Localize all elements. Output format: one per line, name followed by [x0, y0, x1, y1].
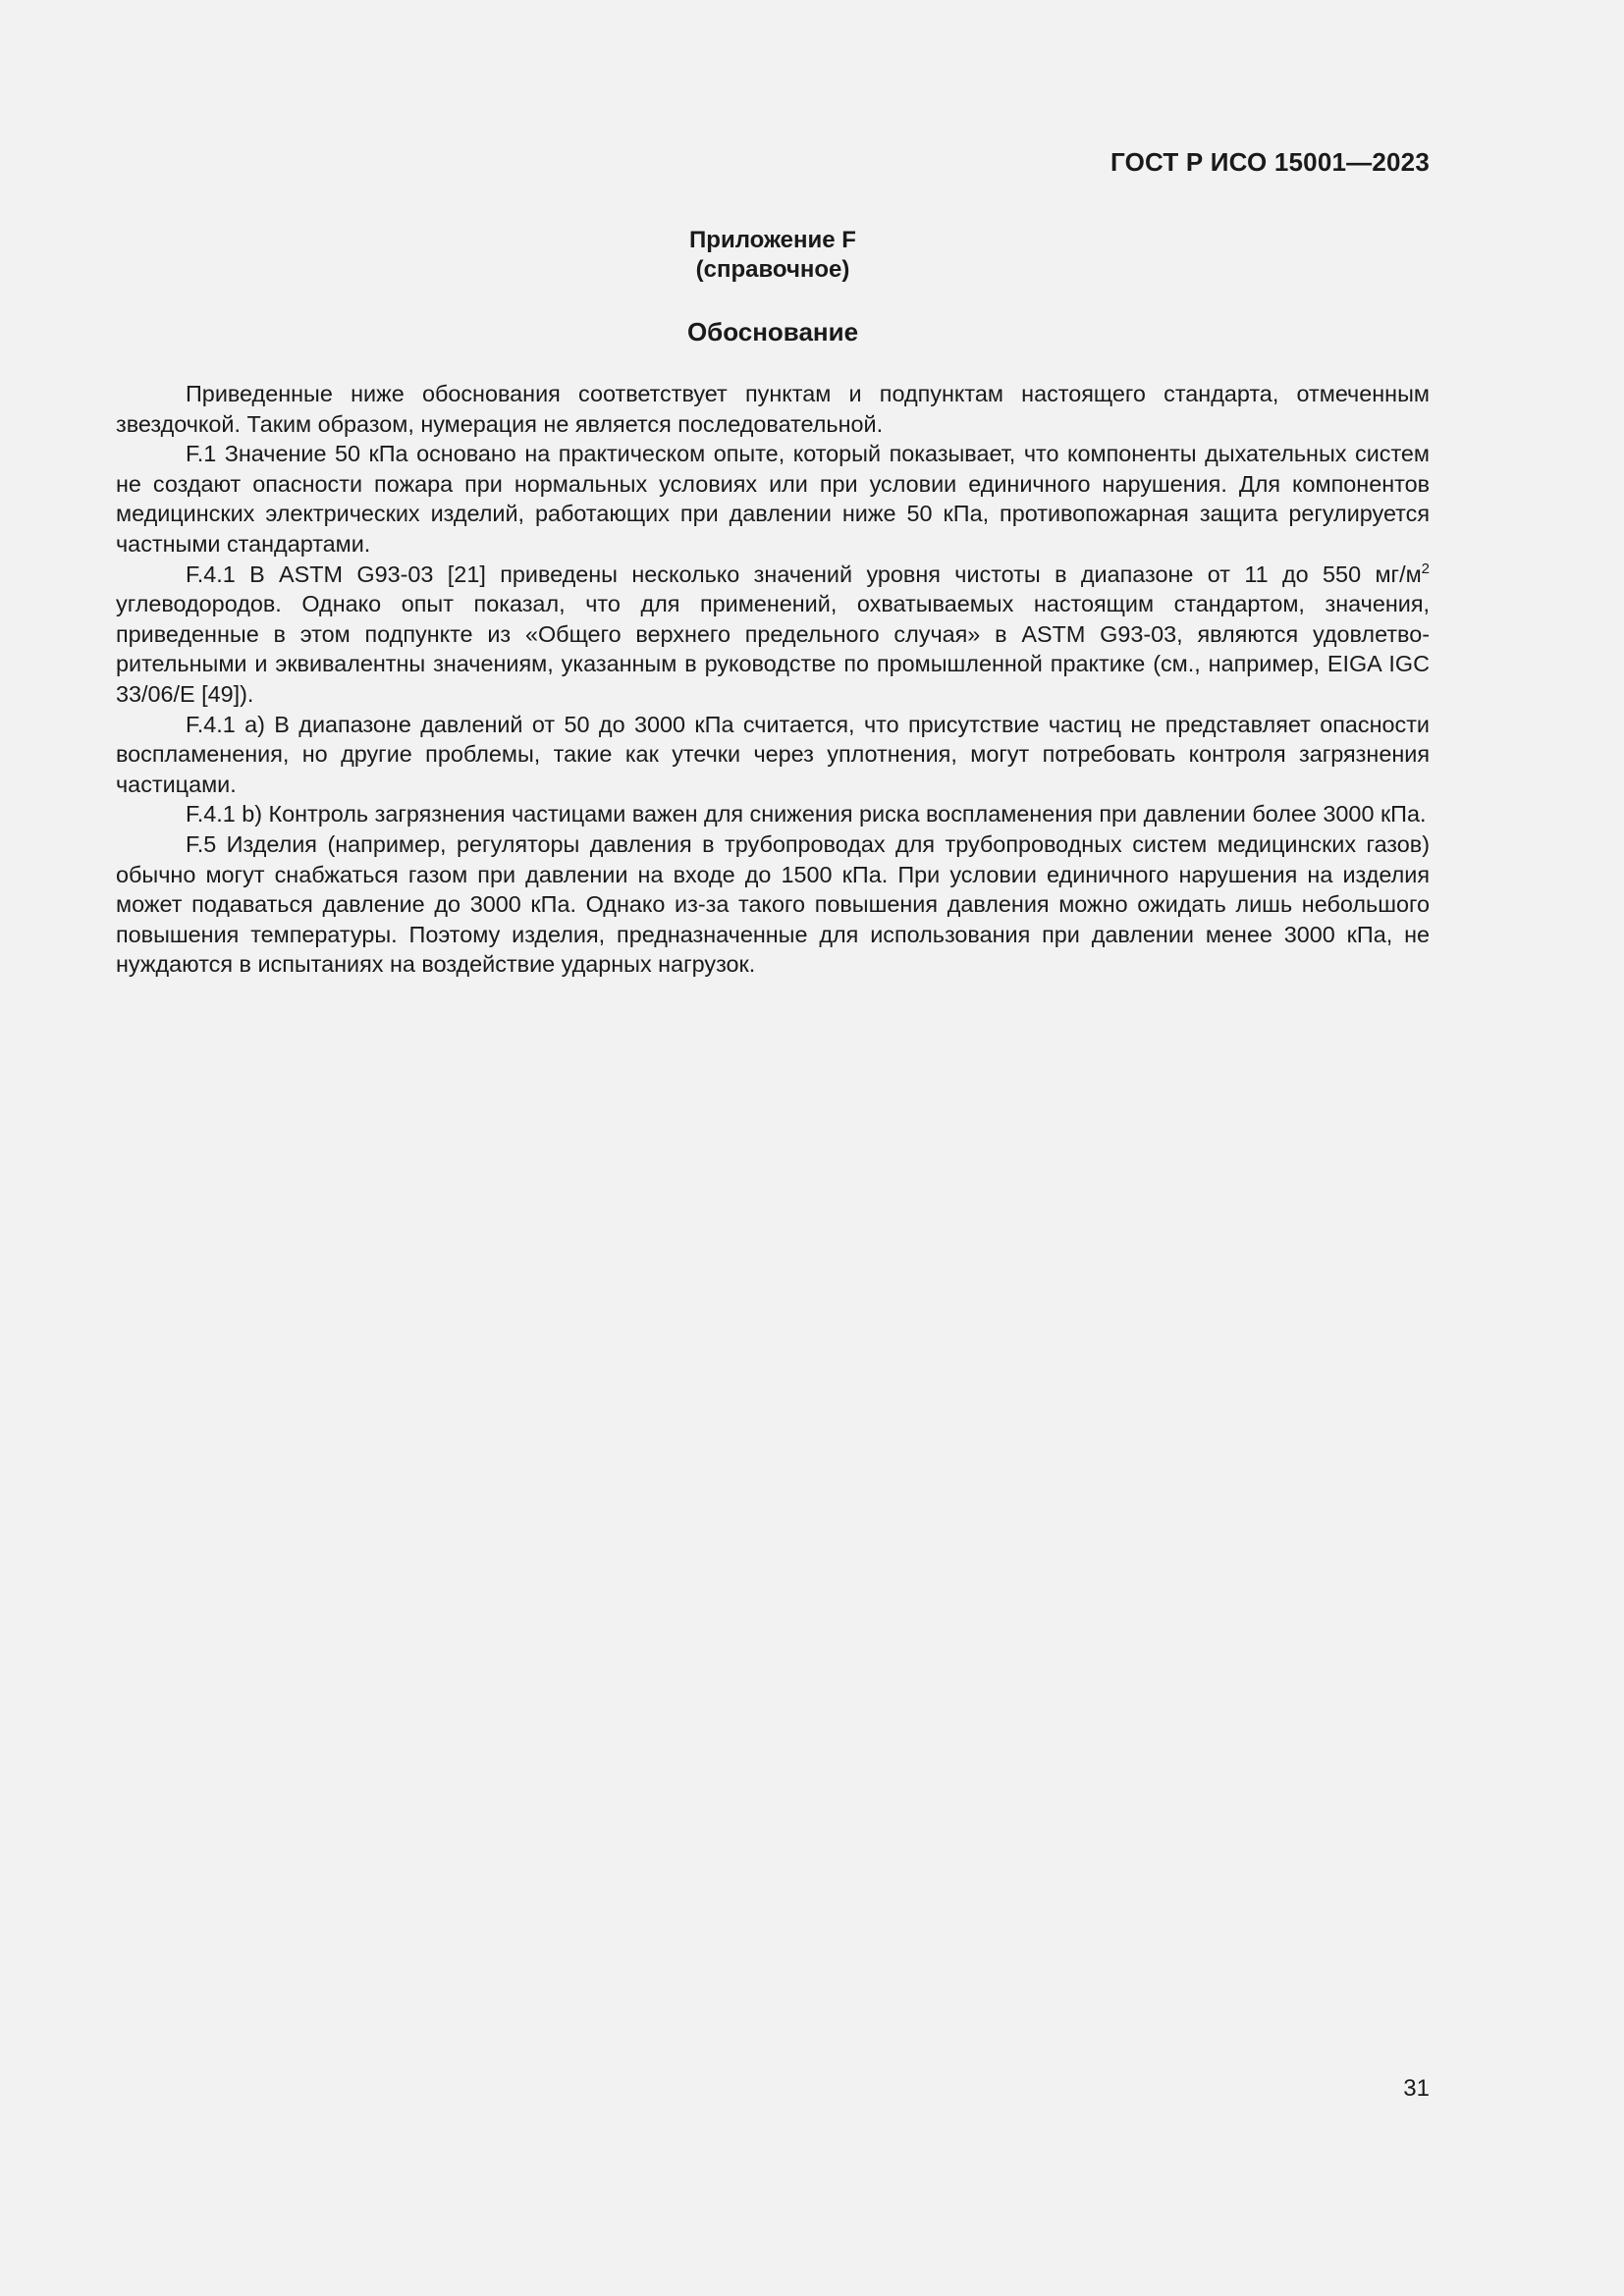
paragraph-f1: F.1 Значение 50 кПа основано на практическом опыте, который показывает, что компоненты дыхательных систем не создают опасности пожара при нормальных условиях или при условии единичного нарушения. Для компонентов медицинских электрических изделий, работающих при давлении ниже 50 кПа, противопожарная защита регулируется частными стандартами.	[116, 441, 1430, 557]
paragraph-f4-1-start: F.4.1 В ASTM G93-03 [21] приведены несколько значений уровня чистоты в диапазоне от 11 до 550 мг/м	[186, 561, 1422, 587]
paragraph-f4-1-a: F.4.1 a) В диапазоне давлений от 50 до 3000 кПа считается, что присутствие частиц не представляет опасности воспламенения, но другие проблемы, такие как утечки через уплотнения, могут потребовать контроля загрязнения частицами.	[116, 711, 1430, 797]
paragraph-f4-1-b: F.4.1 b) Контроль загрязнения частицами важен для снижения риска воспламенения при давлении более 3000 кПа.	[186, 801, 1427, 828]
superscript: 2	[1421, 560, 1430, 577]
appendix-title: Приложение F	[689, 227, 856, 253]
document-code: ГОСТ Р ИСО 15001—2023	[1110, 147, 1430, 177]
section-title: Обоснование	[686, 317, 859, 347]
paragraph-f4-1-end: углеводородов. Однако опыт показал, что для применений, охватываемых настоящим стандартом, значения, приведенные в этом подпункте из «Общего верхнего предельного случая» в ASTM G93-03, являются удовлетворительными и эквивалентны значениям, указанным в руководстве по промышленной практике (см., например, EIGA IGC 33/06/E [49]).	[116, 591, 1430, 707]
page-number: 31	[1403, 2075, 1430, 2102]
paragraph-f5: F.5 Изделия (например, регуляторы давления в трубопроводах для трубопроводных систем медицинских газов) обычно могут снабжаться газом при давлении на входе до 1500 кПа. При условии единичного нарушения на изделия может подаваться давление до 3000 кПа. Однако из-за такого повышения давления можно ожидать лишь небольшого повышения температуры. Поэтому изделия, предназначенные для использования при давлении менее 3000 кПа, не нуждаются в испытаниях на воздействие ударных нагрузок.	[116, 830, 1430, 978]
appendix-heading	[0, 226, 1545, 285]
body-text	[116, 379, 1430, 980]
paragraph-f4-1	[116, 560, 1430, 710]
paragraph-intro: Приведенные ниже обоснования соответствует пунктам и подпунктам настоящего стандарта, отмеченным звездочкой. Таким образом, нумерация не является последовательной.	[116, 381, 1430, 437]
appendix-subtitle: (справочное)	[695, 256, 850, 283]
